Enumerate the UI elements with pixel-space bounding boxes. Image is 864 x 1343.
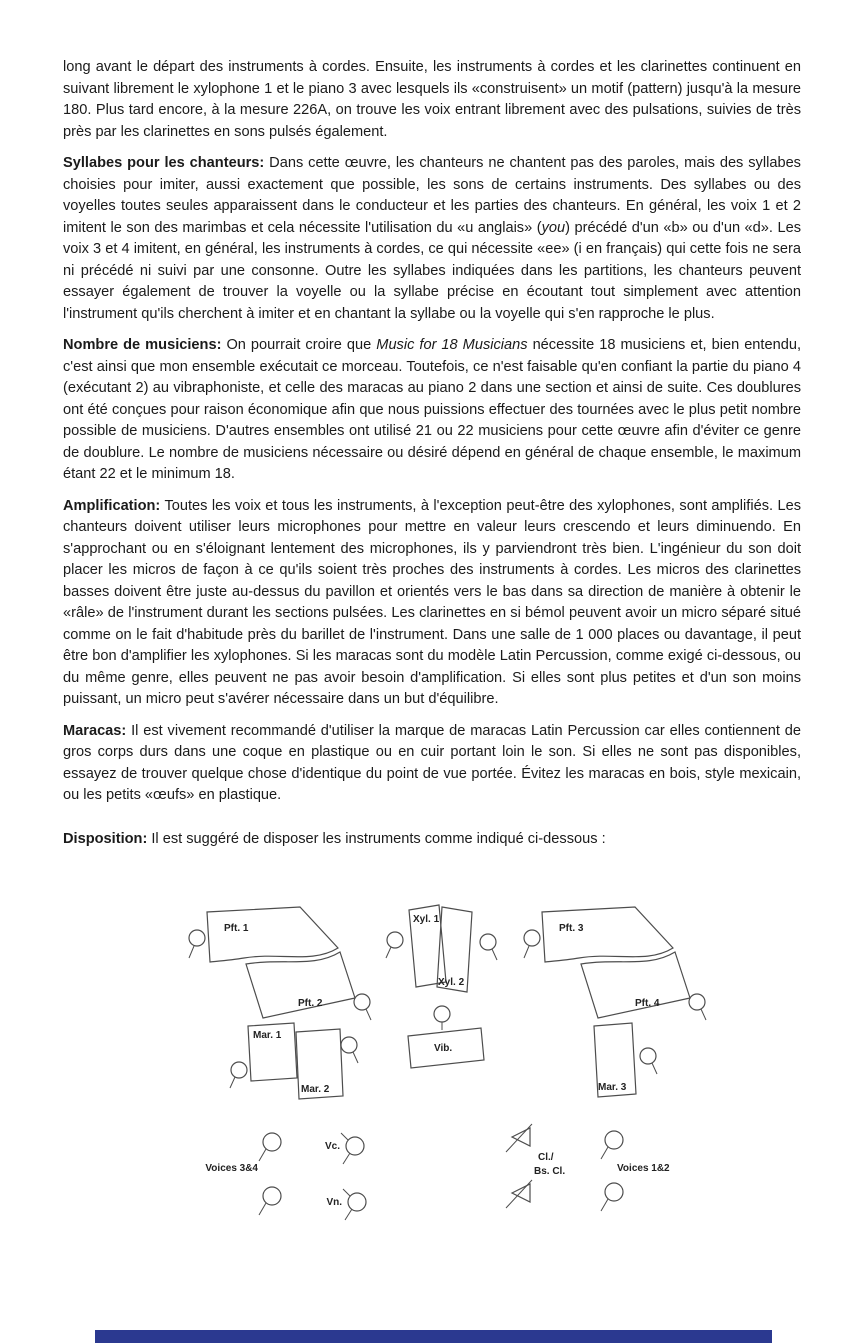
stand-line [345,1209,352,1220]
clarinet-label-line2: Bs. Cl. [534,1166,566,1177]
bow-line [341,1133,348,1140]
stand-line [652,1063,657,1074]
paragraph-syllabes-italic: you [541,219,566,236]
paragraph-amplification-lead: Amplification: [63,497,161,514]
bow-line [343,1189,350,1196]
stand-line [343,1153,350,1164]
paragraph-amplification [63,496,801,711]
stand-line [353,1052,358,1063]
clarinet-stand-line [506,1124,532,1152]
marimba3-label: Mar. 3 [598,1082,627,1093]
paragraph-disposition-lead: Disposition: [63,830,148,847]
player-circle [354,994,370,1010]
paragraph-syllabes [63,153,801,325]
paragraph-disposition-body: Il est suggéré de disposer les instruments comme indiqué ci-dessous : [147,830,606,847]
stand-line [189,946,194,958]
voices34-label: Voices 3&4 [205,1163,258,1174]
clarinet-stand-line [506,1180,532,1208]
mic-stand-line [259,1149,266,1161]
stand-line [366,1009,371,1020]
marimba12-group [230,1023,358,1099]
paragraph-maracas-body: Il est vivement recommandé d'utiliser la marque de maracas Latin Percussion car elles contiennent de gros corps durs dans une coque en plastique ou en cuir portant loin le son. Si elles ne sont pas disponibles, essayez de trouver quelque chose d'identique du point de vue portée. Évitez les maracas en bois, style mexicain, ou les petits «œufs» en plastique. [63,722,801,803]
paragraph-musiciens-body-2: nécessite 18 musiciens et, bien entendu, c'est ainsi que mon ensemble exécutait ce morceau. Toutefois, ce n'est faisable qu'en confiant la partie du piano 4 (exécutant 2) au vibraphoniste, et celle des maracas au piano 2 dans une section et ainsi de suite. Ces doublures ont été conçues pour raison économique afin que nous puissions effectuer des tournées avec le plus petit nombre possible de musiciens. D'autres ensembles ont utilisé 21 ou 22 musiciens pour cette œuvre afin d'éviter ce genre de doublure. Le nombre de musiciens nécessaire ou désiré dépend en général de chaque ensemble, le maximum étant 22 et le minimum 18. [63,337,801,482]
clarinets-group [506,1124,565,1208]
stand-line [524,946,529,958]
paragraph-maracas-lead: Maracas: [63,722,127,739]
cello-group [325,1133,364,1164]
piano4-group [581,952,706,1020]
text-column [63,57,801,860]
mic-stand-line [601,1199,608,1211]
player-circle [346,1137,364,1155]
singer-circle [263,1187,281,1205]
stand-line [386,947,391,958]
player-circle [434,1006,450,1022]
paragraph-musiciens-work-title: Music for 18 Musicians [376,337,528,353]
piano1-group [189,907,338,962]
vibraphone-group [408,1006,484,1068]
paragraph-musiciens-lead: Nombre de musiciens: [63,337,222,353]
player-circle [689,994,705,1010]
voices34-group [205,1133,281,1215]
piano2-group [246,952,371,1020]
xylophone2-label: Xyl. 2 [438,977,465,988]
marimba2-label: Mar. 2 [301,1084,330,1095]
paragraph-syllabes-body-2: ) précédé d'un «b» ou d'un «d». Les voix 3 et 4 imitent, en général, les instruments à cordes, ce qui nécessite «ee» (i en français) qui cette fois ne sera ni précédé ni suivi par une consonne. Outre les syllabes indiquées dans les partitions, les chanteurs peuvent essayer également de trouver la voyelle ou la syllabe précise en écoutant tout simplement avec attention l'instrument qu'ils cherchent à imiter et en chantant la syllabe ou la voyelle qui s'en rapproche le plus. [63,219,801,322]
piano3-shape [542,907,673,962]
piano4-label: Pft. 4 [635,998,660,1009]
voices12-label: Voices 1&2 [617,1163,670,1174]
piano1-label: Pft. 1 [224,923,249,934]
xylophone1-label: Xyl. 1 [413,914,440,925]
paragraph-musiciens-body-1: On pourrait croire que [221,337,377,353]
clarinet-label-line1: Cl./ [538,1152,554,1163]
singer-circle [263,1133,281,1151]
paragraph-maracas [63,721,801,807]
paragraph-syllabes-body-1: Dans cette œuvre, les chanteurs ne chantent pas des paroles, mais des syllabes choisies pour imiter, aussi exactement que possible, les sons de certains instruments. Des syllabes ou des voyelles toutes seules apparaissent dans le conducteur et les parties des chanteurs. En général, les voix 1 et 2 imitent le son des marimbas et cela nécessite l'utilisation du «u anglais» ( [63,155,801,236]
player-circle [231,1062,247,1078]
player-circle [524,930,540,946]
footer-color-bar [95,1330,772,1343]
stand-line [492,949,497,960]
singer-circle [605,1131,623,1149]
voices12-group [601,1131,670,1211]
player-circle [341,1037,357,1053]
piano2-label: Pft. 2 [298,998,323,1009]
piano3-label: Pft. 3 [559,923,584,934]
paragraph-amplification-body: Toutes les voix et tous les instruments, à l'exception peut-être des xylophones, sont amplifiés. Les chanteurs doivent utiliser leurs microphones pour mettre en valeur leurs crescendo et leurs diminuendo. En s'approchant ou en s'éloignant lentement des microphones, ils y parviendront très bien. L'ingénieur du son doit placer les micros de façon à ce qu'ils soient très proches des instruments à cordes. Les micros des clarinettes basses doivent être juste au-dessus du pavillon et orientés vers le bas dans sa direction de manière à obtenir le «râle» de l'instrument durant les sections pulsées. Les clarinettes en si bémol peuvent avoir un micro séparé situé comme on le fait d'habitude près du barillet de l'instrument. Dans une salle de 1 000 places ou davantage, il peut être bon d'amplifier les xylophones. Si les maracas sont du modèle Latin Percussion, comme exigé ci-dessous, ou du même genre, elles peuvent ne pas avoir besoin d'amplification. Si elles sont plus petites et d'un son moins puissant, un micro peut s'avérer nécessaire dans un but d'équilibre. [63,497,801,707]
violin-group [326,1189,366,1220]
paragraph-musiciens [63,335,801,486]
paragraph-disposition [63,829,801,851]
marimba3-group [594,1023,657,1097]
piano1-shape [207,907,338,962]
paragraph-syllabes-lead: Syllabes pour les chanteurs: [63,155,265,171]
xylophone-group [386,905,497,992]
player-circle [640,1048,656,1064]
player-circle [348,1193,366,1211]
player-circle [387,932,403,948]
singer-circle [605,1183,623,1201]
stand-line [230,1077,235,1088]
player-circle [189,930,205,946]
vibraphone-label: Vib. [434,1043,453,1054]
player-circle [480,934,496,950]
cello-label: Vc. [324,1141,340,1152]
mic-stand-line [259,1203,266,1215]
piano3-group [524,907,673,962]
stand-line [701,1009,706,1020]
violin-label: Vn. [326,1197,342,1208]
marimba1-label: Mar. 1 [253,1030,282,1041]
mic-stand-line [601,1147,608,1159]
paragraph-intro: long avant le départ des instruments à cordes. Ensuite, les instruments à cordes et les clarinettes continuent en suivant librement le xylophone 1 et le piano 3 avec lesquels ils «construisent» un motif (pattern) jusqu'à la mesure 180. Plus tard encore, à la mesure 226A, on trouve les voix entrant librement avec des pulsations, suivies de très près par les clarinettes en sons pulsés également. [63,59,801,140]
stage-layout-diagram [180,898,710,1248]
